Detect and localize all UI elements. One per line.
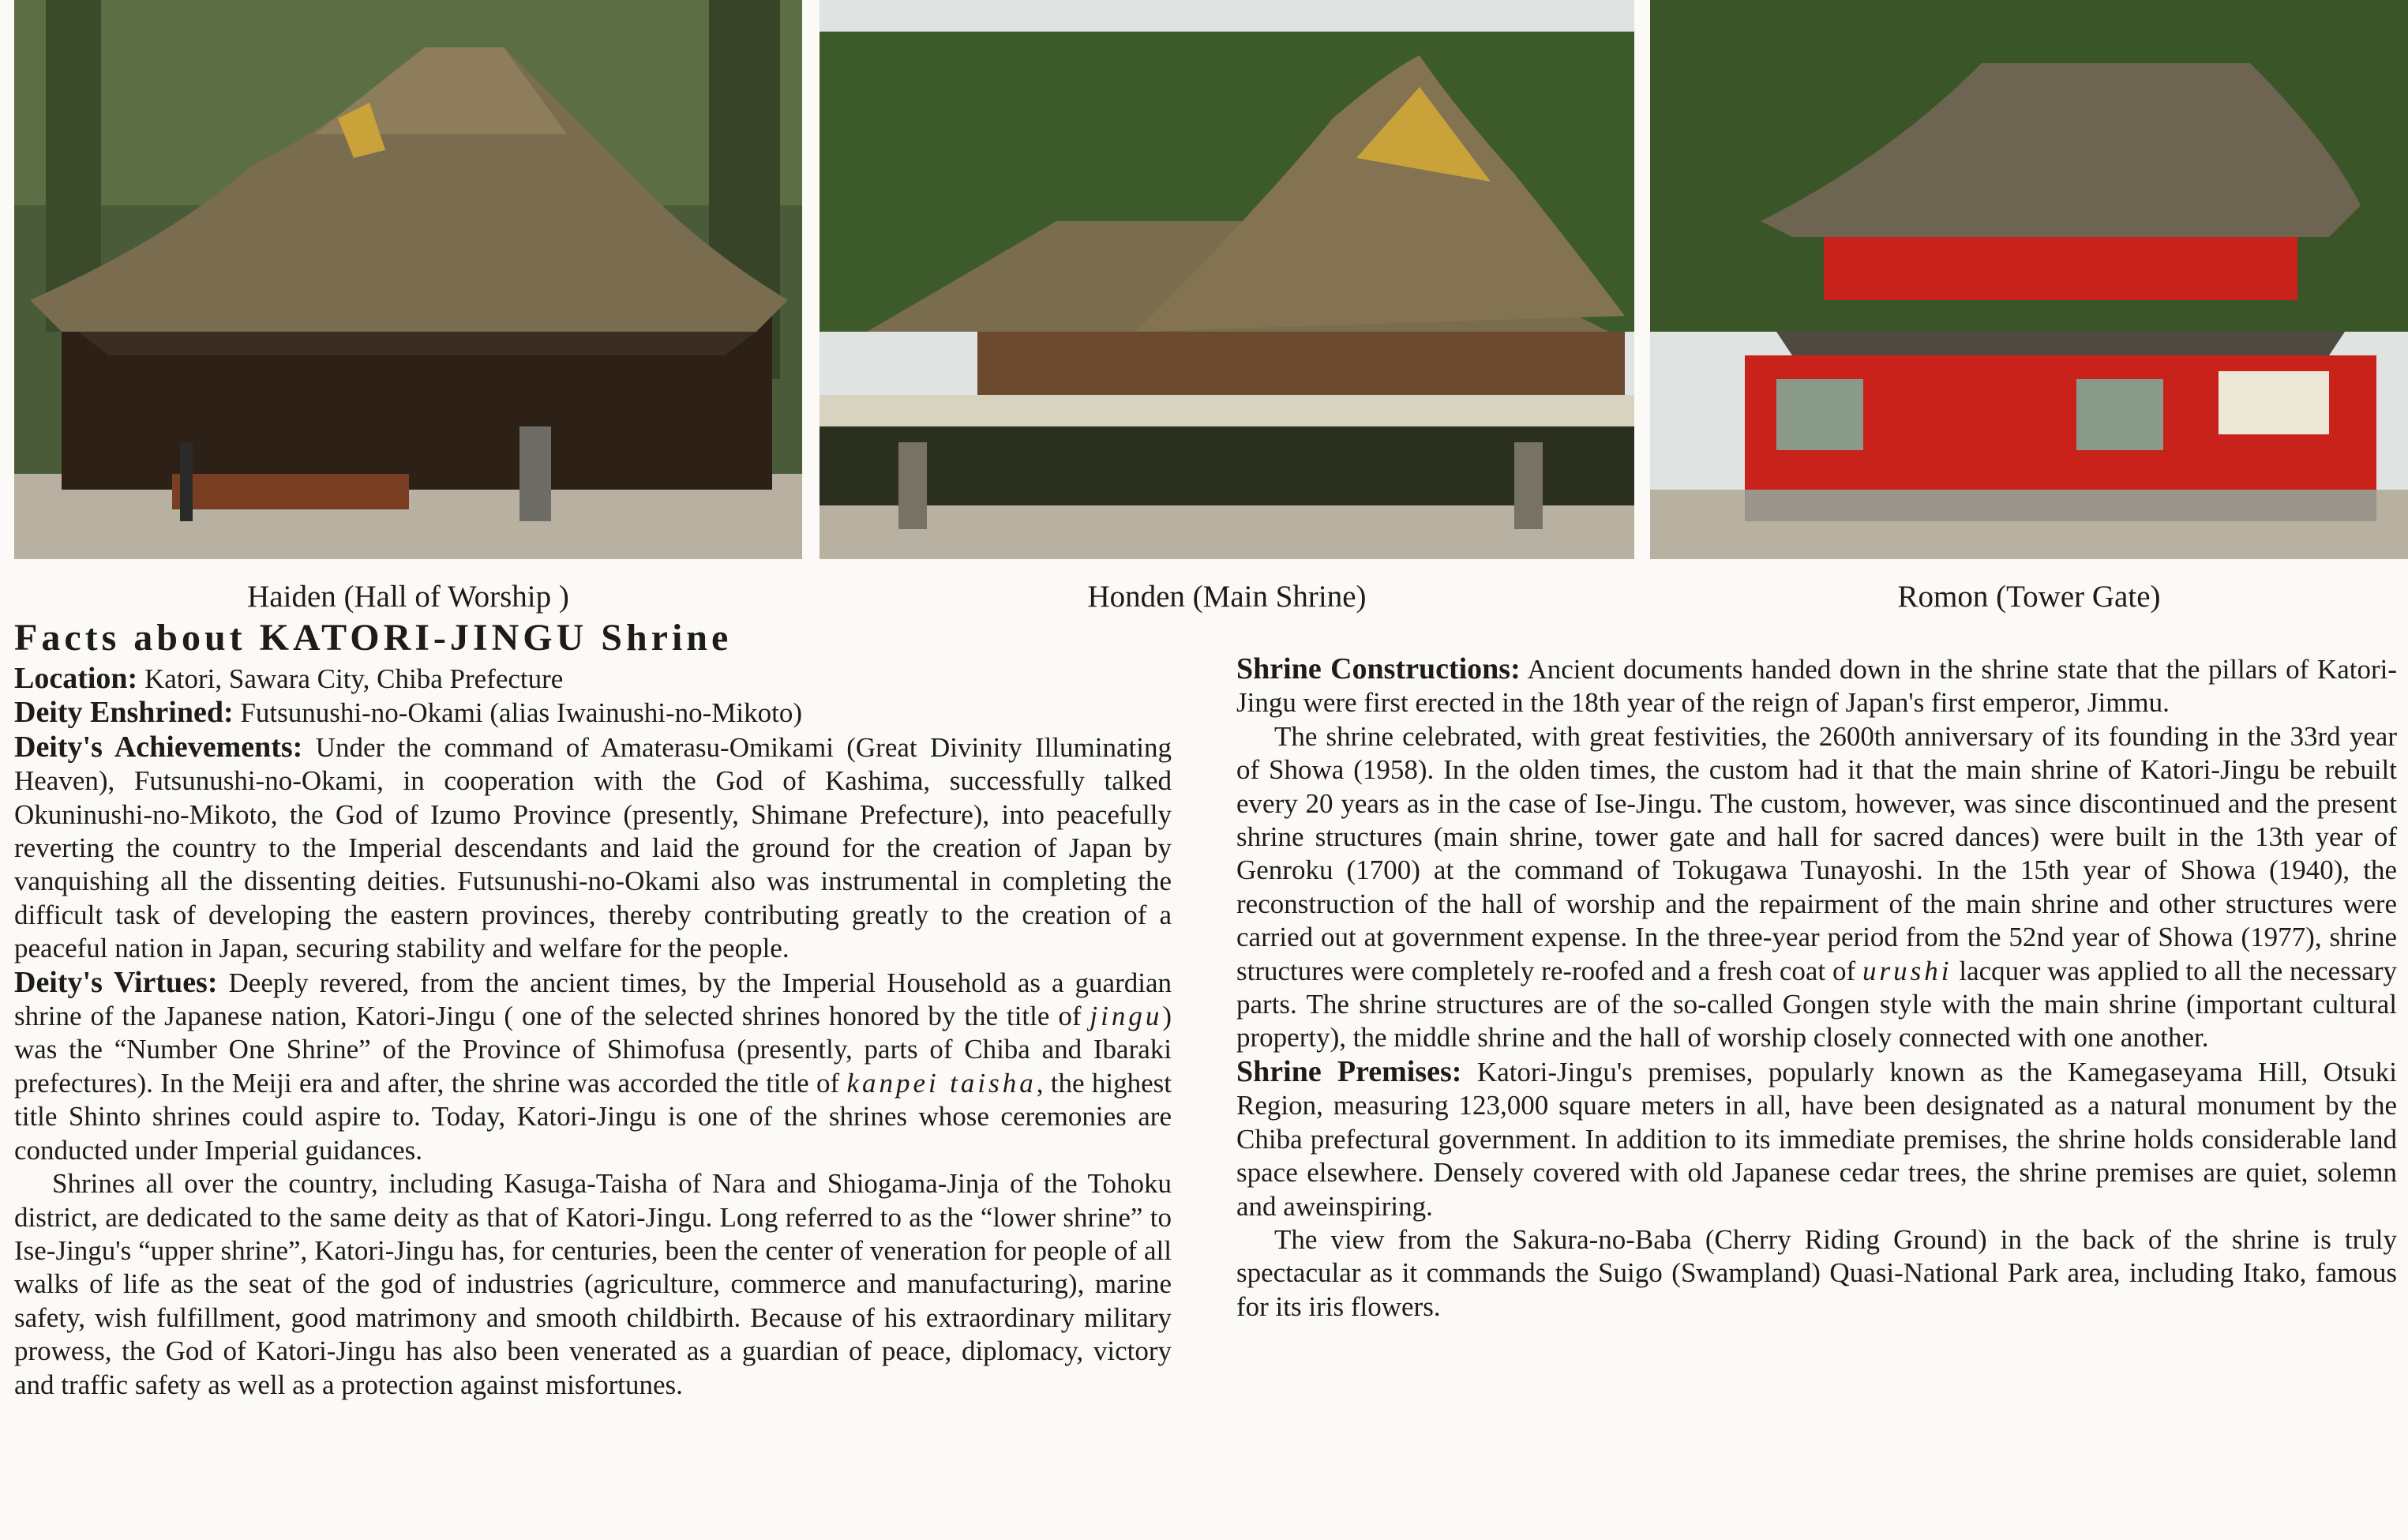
- jingu-term: jingu: [1090, 1001, 1163, 1032]
- premises-text: Katori-Jingu's premises, popularly known as the Kamegaseyama Hill, Otsuki Region, measuring 123,000 square meters in all, have been designated as a natural monument by the Chiba prefectural government. In addition to its immediate premises, the shrine holds considerable land space elsewhere. Densely covered with old Japanese cedar trees, the shrine premises are quiet, solemn and aweinspiring.: [1236, 1056, 2397, 1222]
- achievements-label: Deity's Achievements:: [14, 730, 303, 764]
- achievements-paragraph: [14, 731, 1172, 966]
- kanpei-taisha-term: kanpei taisha: [846, 1067, 1037, 1099]
- photo-honden: [820, 0, 1634, 559]
- photo-romon: [1650, 0, 2408, 559]
- virtues-text-3: , the highest title Shinto shrines could aspire to. Today, Katori-Jingu is one of the shrines whose ceremonies are conducted under Imperial guidances.: [14, 1067, 1172, 1166]
- constructions-text: Ancient documents handed down in the shrine state that the pillars of Katori-Jingu were first erected in the 18th year of the reign of Japan's first emperor, Jimmu.: [1236, 654, 2398, 719]
- haiden-picture: [14, 0, 802, 559]
- romon-picture: [1650, 0, 2408, 559]
- achievements-text: Under the command of Amaterasu-Omikami (Great Divinity Illuminating Heaven), Futsunushi-no-Okami, in cooperation with the God of Kashima, successfully talked Okuninushi-no-Mikoto, the God of Izumo Province (presently, Shimane Prefecture), into peacefully reverting the country to the Imperial descendants and laid the ground for the creation of Japan by vanquishing all the dissenting deities. Futsunushi-no-Okami also was instrumental in completing the difficult task of developing the eastern provinces, thereby contributing greatly to the creation of a peaceful nation in Japan, securing stability and welfare for the people.: [14, 731, 1172, 964]
- location-text: Katori, Sawara City, Chiba Prefecture: [137, 663, 564, 694]
- constructions-paragraph-2: [1236, 720, 2397, 1055]
- virtues-text-2: ) was the “Number One Shrine” of the Province of Shimofusa (presently, parts of Chiba and Ibaraki prefectures). In the Meiji era and after, the shrine was accorded the title of: [14, 1001, 1172, 1099]
- photo-haiden: [14, 0, 802, 559]
- premises-paragraph-2: The view from the Sakura-no-Baba (Cherry Riding Ground) in the back of the shrine is truly spectacular as it commands the Suigo (Swampland) Quasi-National Park area, including Itako, famous for its iris flowers.: [1236, 1223, 2397, 1322]
- constructions-paragraph: [1236, 652, 2397, 720]
- page-title: Facts about KATORI-JINGU Shrine: [14, 617, 733, 659]
- location-label: Location:: [14, 662, 138, 695]
- constructions-label: Shrine Constructions:: [1236, 652, 1521, 685]
- location-paragraph: [14, 662, 1172, 696]
- deity-text: Futsunushi-no-Okami (alias Iwainushi-no-Mikoto): [233, 697, 802, 729]
- urushi-term: urushi: [1862, 955, 1952, 986]
- caption-honden: Honden (Main Shrine): [1087, 580, 1367, 614]
- premises-label: Shrine Premises:: [1236, 1054, 1462, 1088]
- virtues-label: Deity's Virtues:: [14, 965, 218, 999]
- honden-picture: [820, 0, 1634, 559]
- deity-paragraph: [14, 696, 1172, 730]
- virtues-paragraph-2: Shrines all over the country, including Kasuga-Taisha of Nara and Shiogama-Jinja of the Tohoku district, are dedicated to the same deity as that of Katori-Jingu. Long referred to as the “lower shrine” to Ise-Jingu's “upper shrine”, Katori-Jingu has, for centuries, been the center of veneration for people of all walks of life as the seat of the god of industries (agriculture, commerce and manufacturing), marine safety, wish fulfillment, good matrimony and smooth childbirth. Because of his extraordinary military prowess, the God of Katori-Jingu has also been venerated as a guardian of peace, diplomacy, victory and traffic safety as well as a protection against misfortunes.: [14, 1168, 1172, 1400]
- right-column: [1236, 652, 2397, 1324]
- caption-romon: Romon (Tower Gate): [1897, 580, 2161, 614]
- left-column: [14, 616, 1172, 1402]
- caption-haiden: Haiden (Hall of Worship ): [247, 580, 569, 614]
- constructions-text-2b: lacquer was applied to all the necessary parts. The shrine structures are of the so-called Gongen style with the main shrine (important cultural property), the middle shrine and the hall of worship closely connected with one another.: [1236, 955, 2398, 1054]
- premises-paragraph: [1236, 1055, 2397, 1223]
- constructions-text-2a: The shrine celebrated, with great festivities, the 2600th anniversary of its founding in the 33rd year of Showa (1958). In the olden times, the custom had it that the main shrine of Katori-Jingu be rebuilt every 20 years as in the case of Ise-Jingu. The custom, however, was since discontinued and the present shrine structures (main shrine, tower gate and hall for sacred dances) were built in the 13th year of Genroku (1700) at the command of Tokugawa Tunayoshi. In the 15th year of Showa (1940), the reconstruction of the hall of worship and the repairment of the main shrine and other structures were carried out at government expense. In the three-year period from the 52nd year of Showa (1977), shrine structures were completely re-roofed and a fresh coat of: [1236, 720, 2397, 986]
- deity-label: Deity Enshrined:: [14, 696, 234, 730]
- virtues-text-1: Deeply revered, from the ancient times, by the Imperial Household as a guardian shrine of the Japanese nation, Katori-Jingu ( one of the selected shrines honored by the title of: [14, 967, 1172, 1032]
- virtues-paragraph: [14, 966, 1172, 1167]
